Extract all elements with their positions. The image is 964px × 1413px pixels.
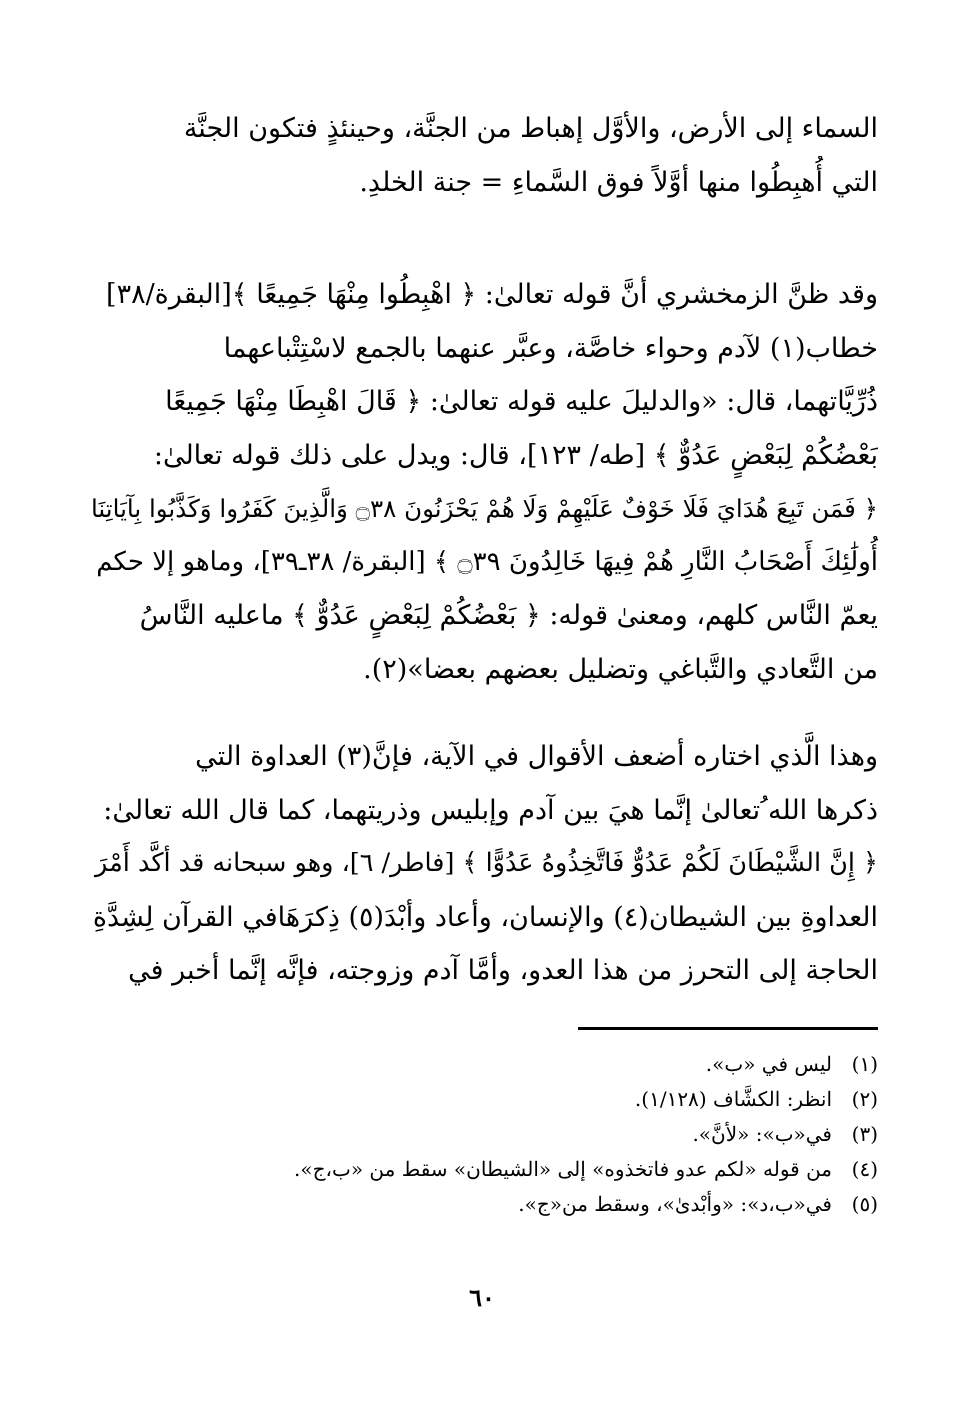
text-line: ذُرِّيَّاتهما، قال: «والدليلَ عليه قوله تعالىٰ: ﴿ قَالَ اهْبِطَا مِنْهَا جَمِيعًا [165, 386, 878, 417]
text-line: وهذا الَّذي اختاره أضعف الأقوال في الآية، فإنَّ(٣) العداوة التي [195, 741, 878, 772]
text-line: من التَّعادي والتَّباغي وتضليل بعضهم بعضا»(٢). [363, 653, 878, 685]
footnote-item [86, 1047, 878, 1082]
footnote-number: (١) [851, 1052, 878, 1076]
quran-verse-line: أُولَٰئِكَ أَصْحَابُ النَّارِ هُمْ فِيهَا خَالِدُونَ ۝٣٩ ﴾ [البقرة/ ٣٨ـ٣٩]، وماهو إلا حكم [96, 546, 878, 577]
quran-verse-line: ﴿ فَمَن تَبِعَ هُدَايَ فَلَا خَوْفٌ عَلَيْهِمْ وَلَا هُمْ يَحْزَنُونَ ۝٣٨ وَالَّذِينَ كَفَرُوا وَكَذَّبُوا بِآيَاتِنَا [90, 494, 878, 523]
footnote-item [86, 1117, 878, 1152]
footnote-text: انظر: الكشَّاف (١/١٢٨). [634, 1087, 832, 1111]
text-line: بَعْضُكُمْ لِبَعْضٍ عَدُوٌّ ﴾ [طه/ ١٢٣]، قال: ويدل على ذلك قوله تعالىٰ: [153, 439, 878, 471]
text-line: يعمّ النَّاس كلهم، ومعنىٰ قوله: ﴿ بَعْضُكُمْ لِبَعْضٍ عَدُوٌّ ﴾ ماعليه النَّاسُ [139, 600, 878, 631]
footnote-number: (٣) [851, 1122, 878, 1146]
footnote-item [86, 1187, 878, 1222]
footnotes [86, 1047, 878, 1222]
quran-verse-line: ﴿ إِنَّ الشَّيْطَانَ لَكُمْ عَدُوٌّ فَاتَّخِذُوهُ عَدُوًّا ﴾ [فاطر/ ٦]، وهو سبحانه قد أكَّد أَمْرَ [95, 848, 878, 878]
text-line: التي أُهبِطُوا منها أوَّلاً فوق السَّماءِ = جنة الخلدِ. [359, 166, 878, 198]
text-line: وقد ظنَّ الزمخشري أنَّ قوله تعالىٰ: ﴿ اهْبِطُوا مِنْهَا جَمِيعًا ﴾[البقرة/٣٨] [106, 279, 878, 310]
footnote-text: ليس في «ب». [705, 1052, 832, 1076]
paragraph-3 [86, 730, 878, 998]
paragraph-1 [86, 102, 878, 209]
text-line: العداوةِ بين الشيطان(٤) والإنسان، وأعاد وأبْدَ(٥) ذِكرَهَافي القرآن لِشِدَّةِ [92, 901, 878, 933]
footnote-item [86, 1152, 878, 1187]
footnote-text: في«ب»: «لأنَّ». [692, 1122, 832, 1146]
paragraph-2 [86, 268, 878, 696]
footnote-number: (٤) [851, 1157, 878, 1181]
text-line: خطاب(١) لآدم وحواء خاصَّة، وعبَّر عنهما بالجمع لاسْتِتْباعهما [223, 332, 878, 364]
footnote-text: من قوله «لكم عدو فاتخذوه» إلى «الشيطان» سقط من «ب،ج». [294, 1157, 832, 1181]
footnote-text: في«ب،د»: «وأبْدىٰ»، وسقط من«ج». [518, 1192, 832, 1216]
page-number: ٦٠ [469, 1283, 495, 1312]
text-line: الحاجة إلى التحرز من هذا العدو، وأمَّا آدم وزوجته، فإنَّه إنَّما أخبر في [128, 955, 878, 986]
footnote-item [86, 1082, 878, 1117]
text-line: السماء إلى الأرض، والأوَّل إهباط من الجنَّة، وحينئذٍ فتكون الجنَّة [183, 113, 878, 144]
footnote-divider [578, 1027, 878, 1030]
footnote-number: (٢) [851, 1087, 878, 1111]
text-line: ذكرها الله ُتعالىٰ إنَّما هيَ بين آدم وإبليس وذريتهما، كما قال الله تعالىٰ: [103, 794, 878, 826]
footnote-number: (٥) [851, 1192, 878, 1216]
